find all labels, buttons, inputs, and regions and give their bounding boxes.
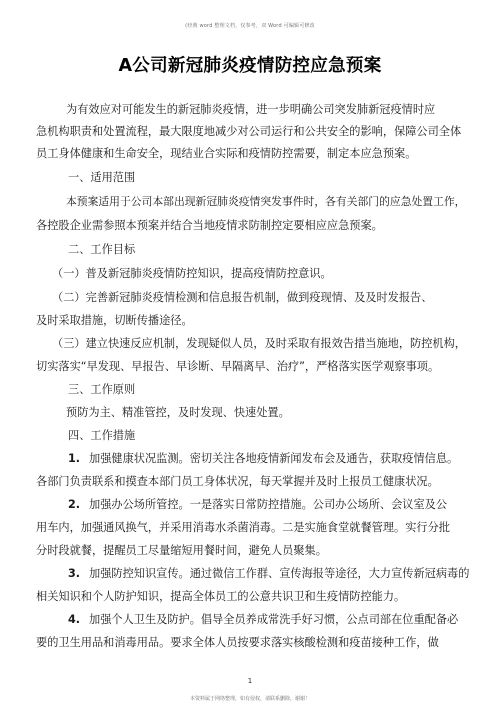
measure-3-number: 3. [68,567,81,580]
section-heading-principles: 三、工作原则 [68,383,136,396]
measure-4-number: 4. [68,613,81,626]
measure-2-line-1 [68,498,447,512]
measure-1-number: 1. [68,452,81,465]
measure-4-line-1 [68,613,458,627]
goal-1: （一）普及新冠肺炎疫情防控知识，提高疫情防控意识。 [52,267,332,280]
section-heading-scope: 一、适用范围 [68,171,136,184]
page-title: A公司新冠肺炎疫情防控应急预案 [118,56,382,76]
measure-4-line-2: 要的卫生用品和消毒用品。要求全体人员按要求落实核酸检测和疫苗接种工作，做 [36,636,439,649]
header-note: (经典 word 整理文档，仅参考，双 Word 可编辑可修改 [185,23,315,29]
footer-note: 本资料属于网络整理，如有侵权，请联系删除，谢谢！ [189,696,310,702]
measure-2-line-3: 分时段就餐，提醒员工尽量缩短用餐时间，避免人员聚集。 [36,544,327,557]
measure-1-line-1 [68,452,458,466]
intro-paragraph-line-1: 为有效应对可能发生的新冠肺炎疫情，进一步明确公司突发肺新冠疫情时应 [66,103,436,116]
measure-4-text: 加强个人卫生及防护。倡导全员养成常洗手好习惯，公点司部在位重配备必 [89,613,459,626]
measure-3-line-2: 相关知识和个人防护知识，提高全体员工的公意共识卫和生疫情防控能力。 [36,590,406,603]
principles-paragraph: 预防为主、精准管控，及时发现、快速处置。 [66,406,290,419]
measure-1-line-2: 各部门负责联系和摸查本部门员工身体状况，每天掌握并及时上报员工健康状况。 [36,475,439,488]
measure-3-line-1 [68,567,469,581]
goal-2-line-1: （二）完善新冠肺炎疫情检测和信息报告机制，做到疫现情、及及时发报告、 [52,291,433,304]
goal-3-line-2: 切实落实“早发现、早报告、早诊断、早隔离早、治疗”，严格落实医学观察事项。 [36,360,440,373]
measure-1-text: 加强健康状况监测。密切关注各地疫情新闻发布会及通告，获取疫情信息。 [89,452,459,465]
measure-2-number: 2. [68,498,81,511]
section-heading-goals: 二、工作目标 [68,243,136,256]
scope-paragraph-line-1: 本预案适用于公司本部出现新冠肺炎疫情突发事件时，各有关部门的应急处置工作， [66,195,466,208]
measure-3-text: 加强防控知识宣传。通过微信工作群、宣传海报等途径，大力宣传新冠病毒的 [89,567,470,580]
goal-2-line-2: 及时采取措施，切断传播途径。 [36,314,193,327]
intro-paragraph-line-3: 员工身体健康和生命安全，现结业合实际和疫情防控需要，制定本应急预案。 [36,147,417,160]
measure-2-line-2: 用车内，加强通风换气，并采用消毒水杀菌消毒。二是实施食堂就餐管理。实行分批 [36,521,450,534]
scope-paragraph-line-2: 各控股企业需参照本预案并结合当地疫情求防制控定要相应应急预案。 [36,219,383,232]
section-heading-measures: 四、工作措施 [68,429,136,442]
goal-3-line-1: （三）建立快速反应机制，发现疑似人员，及时采取有报效告措当施地，防控机构， [52,337,466,350]
measure-2-text: 加强办公场所管控。一是落实日常防控措施。公司办公场所、会议室及公 [89,498,448,511]
page-number: 1 [247,677,253,685]
intro-paragraph-line-2: 急机构职责和处置流程，最大限度地减少对公司运行和公共安全的影响，保障公司全体 [36,125,462,138]
